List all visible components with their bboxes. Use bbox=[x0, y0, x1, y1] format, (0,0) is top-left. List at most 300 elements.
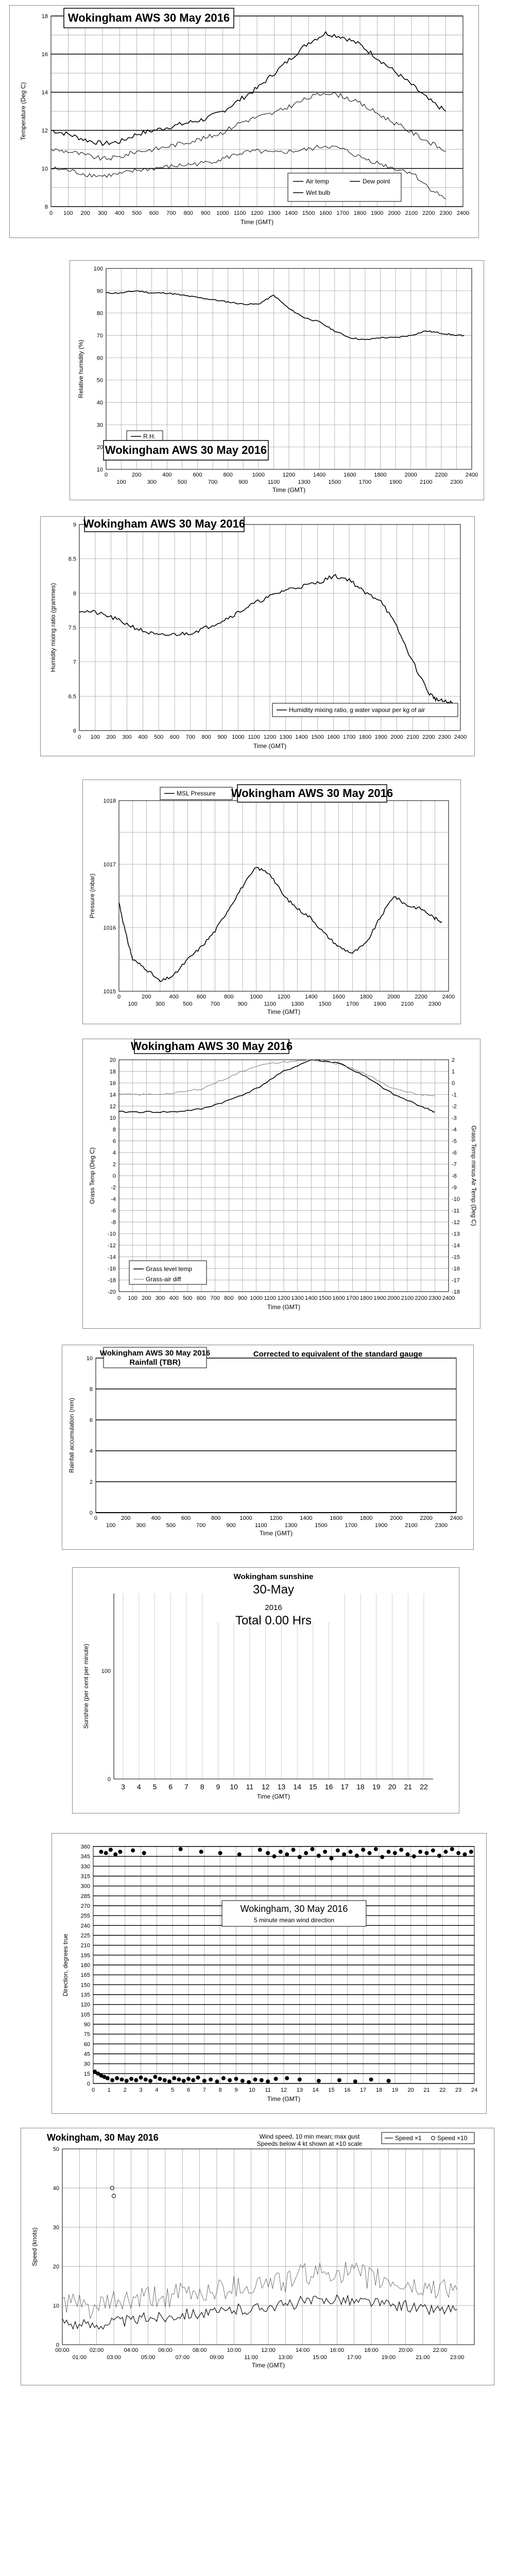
y-right-tick-label: -9 bbox=[452, 1184, 457, 1191]
wind-direction-point bbox=[291, 1848, 296, 1852]
x-tick-label: 7 bbox=[202, 2087, 206, 2093]
x-tick-label: 400 bbox=[169, 994, 179, 1000]
y-axis-label: Temperature (Deg C) bbox=[20, 82, 27, 141]
x-tick-label: 1200 bbox=[250, 210, 264, 216]
x-tick-label: 900 bbox=[200, 210, 211, 216]
x-tick-label: 4 bbox=[155, 2087, 159, 2093]
x-tick-label: 1900 bbox=[374, 734, 388, 740]
x-tick-label: 0 bbox=[94, 1515, 98, 1521]
wind-direction-point bbox=[274, 2077, 278, 2081]
y-tick-label: 1017 bbox=[103, 861, 116, 868]
y-tick-label: 50 bbox=[96, 377, 103, 384]
x-tick-label: 1800 bbox=[358, 734, 372, 740]
legend-label: Grass-air diff bbox=[146, 1276, 181, 1283]
x-axis-label: Time (GMT) bbox=[256, 1793, 290, 1800]
x-tick-label: 1400 bbox=[305, 1295, 318, 1301]
x-tick-label: 300 bbox=[122, 734, 132, 740]
x-tick-label: 0 bbox=[104, 472, 108, 478]
x-tick-label: 10 bbox=[230, 1783, 238, 1791]
y-tick-label: 0 bbox=[107, 1776, 111, 1783]
x-tick-label: 700 bbox=[196, 1522, 206, 1529]
x-tick-label: 1900 bbox=[373, 1295, 386, 1301]
x-tick-label: 900 bbox=[237, 1001, 248, 1007]
wind-direction-point bbox=[144, 2077, 148, 2081]
x-tick-label: 1800 bbox=[359, 994, 373, 1000]
x-tick-label: 07:00 bbox=[175, 2354, 190, 2361]
temperature-chart-panel bbox=[9, 5, 479, 238]
x-tick-label: 1500 bbox=[311, 734, 324, 740]
wind-direction-point bbox=[393, 1851, 397, 1855]
wind-direction-point bbox=[186, 2077, 191, 2081]
x-tick-label: 5 bbox=[152, 1783, 157, 1791]
plot-frame bbox=[96, 1358, 456, 1513]
x-tick-label: 23:00 bbox=[450, 2354, 465, 2361]
y-tick-label: 30 bbox=[53, 2225, 59, 2231]
wind-direction-point bbox=[368, 1851, 372, 1855]
y-right-tick-label: -15 bbox=[452, 1254, 460, 1261]
y-axis-label: Direction, degrees true bbox=[62, 1934, 69, 1996]
x-tick-label: 800 bbox=[183, 210, 193, 216]
wind-direction-point bbox=[104, 1851, 108, 1855]
wind-direction-point bbox=[218, 1851, 222, 1855]
wind-direction-point bbox=[412, 1854, 416, 1858]
x-tick-label: 00:00 bbox=[55, 2347, 70, 2353]
chart-title: Wokingham, 30 May 2016 bbox=[240, 1904, 348, 1914]
wind-direction-point bbox=[228, 2078, 232, 2082]
x-tick-label: 11:00 bbox=[244, 2354, 259, 2361]
y-tick-label: 100 bbox=[93, 266, 103, 272]
x-tick-label: 600 bbox=[169, 734, 180, 740]
x-tick-label: 1000 bbox=[250, 994, 263, 1000]
x-tick-label: 1000 bbox=[216, 210, 229, 216]
y-tick-label: 225 bbox=[80, 1933, 90, 1939]
x-tick-label: 1700 bbox=[342, 734, 356, 740]
x-tick-label: 2400 bbox=[465, 472, 478, 478]
x-tick-label: 500 bbox=[183, 1001, 193, 1007]
x-tick-label: 2100 bbox=[405, 210, 418, 216]
y-right-tick-label: 2 bbox=[452, 1057, 455, 1063]
chart-date: 30-May bbox=[252, 1583, 295, 1597]
x-tick-label: 15 bbox=[309, 1783, 317, 1791]
chart-annotation: Corrected to equivalent of the standard gauge bbox=[253, 1350, 423, 1359]
y-tick-label: 20 bbox=[109, 1057, 116, 1063]
y-tick-label: 10 bbox=[86, 1355, 93, 1362]
x-tick-label: 9 bbox=[234, 2087, 238, 2093]
series-line-mixing-ratio bbox=[79, 574, 453, 704]
x-tick-label: 600 bbox=[181, 1515, 191, 1521]
y-tick-label: 345 bbox=[80, 1854, 90, 1860]
mixing-ratio-chart bbox=[41, 517, 474, 756]
x-tick-label: 1600 bbox=[330, 1515, 342, 1521]
y-tick-label: 1016 bbox=[103, 925, 116, 931]
x-tick-label: 500 bbox=[132, 210, 142, 216]
y-tick-label: 45 bbox=[83, 2051, 90, 2058]
wind-direction-point bbox=[253, 2077, 258, 2081]
y-tick-label: 30 bbox=[83, 2061, 90, 2067]
y-tick-label: 300 bbox=[80, 1883, 90, 1890]
x-axis-label: Time (GMT) bbox=[259, 1530, 293, 1537]
wind-direction-point bbox=[355, 1854, 359, 1858]
x-tick-label: 2300 bbox=[438, 734, 451, 740]
y-right-tick-label: -5 bbox=[452, 1138, 457, 1145]
x-tick-label: 03:00 bbox=[107, 2354, 121, 2361]
grass-temp-chart bbox=[83, 1039, 480, 1328]
x-tick-label: 2200 bbox=[415, 994, 427, 1000]
y-tick-label: 75 bbox=[83, 2031, 90, 2038]
x-tick-label: 19 bbox=[391, 2087, 398, 2093]
y-tick-label: 60 bbox=[83, 2041, 90, 2048]
y-right-tick-label: -3 bbox=[452, 1115, 457, 1122]
x-tick-label: 22 bbox=[439, 2087, 446, 2093]
wind-direction-point bbox=[330, 1856, 334, 1860]
sunshine-chart bbox=[73, 1568, 459, 1813]
x-tick-label: 7 bbox=[184, 1783, 188, 1791]
humidity-chart bbox=[70, 261, 484, 500]
x-tick-label: 900 bbox=[217, 734, 227, 740]
x-tick-label: 1600 bbox=[319, 210, 332, 216]
y-tick-label: 6 bbox=[112, 1138, 116, 1145]
wind-direction-point bbox=[237, 1852, 242, 1856]
x-tick-label: 4 bbox=[136, 1783, 141, 1791]
series-line-speed-x1 bbox=[62, 2295, 457, 2329]
y-tick-label: 10 bbox=[109, 1115, 116, 1122]
rainfall-chart-panel bbox=[62, 1345, 474, 1550]
y-tick-label: 165 bbox=[80, 1972, 90, 1979]
x-tick-label: 13 bbox=[296, 2087, 303, 2093]
x-tick-label: 16 bbox=[344, 2087, 351, 2093]
x-tick-label: 19 bbox=[372, 1783, 381, 1791]
y-tick-label: 285 bbox=[80, 1893, 90, 1900]
x-tick-label: 1300 bbox=[284, 1522, 298, 1529]
x-axis-label: Time (GMT) bbox=[267, 2095, 301, 2103]
y-tick-label: 6 bbox=[73, 728, 76, 734]
x-tick-label: 100 bbox=[63, 210, 73, 216]
y-tick-label: 10 bbox=[53, 2303, 59, 2309]
x-tick-label: 09:00 bbox=[210, 2354, 224, 2361]
y-tick-label: 40 bbox=[53, 2185, 59, 2192]
x-tick-label: 400 bbox=[115, 210, 125, 216]
wind-direction-point bbox=[191, 2078, 195, 2082]
x-tick-label: 04:00 bbox=[124, 2347, 139, 2353]
legend-label: Wet bulb bbox=[306, 189, 331, 196]
wind-direction-point bbox=[172, 2076, 176, 2080]
x-tick-label: 800 bbox=[224, 1295, 234, 1301]
wind-direction-point bbox=[380, 1855, 384, 1859]
x-tick-label: 5 bbox=[171, 2087, 175, 2093]
y-tick-label: 135 bbox=[80, 1992, 90, 1998]
x-tick-label: 1900 bbox=[374, 1522, 388, 1529]
x-tick-label: 15:00 bbox=[313, 2354, 327, 2361]
wind-direction-point bbox=[450, 1847, 454, 1851]
x-tick-label: 1700 bbox=[358, 479, 372, 485]
x-tick-label: 2200 bbox=[422, 210, 435, 216]
wind-direction-point bbox=[285, 1852, 289, 1856]
x-axis-label: Time (GMT) bbox=[267, 1303, 301, 1311]
wind-direction-point bbox=[109, 1848, 113, 1852]
y-right-tick-label: -14 bbox=[452, 1243, 460, 1249]
wind-direction-point bbox=[399, 1848, 403, 1852]
x-tick-label: 2400 bbox=[442, 1295, 455, 1301]
series-line-pressure bbox=[119, 868, 442, 982]
x-tick-label: 500 bbox=[166, 1522, 176, 1529]
y-tick-label: 150 bbox=[80, 1982, 90, 1989]
y-tick-label: 1015 bbox=[103, 989, 116, 995]
legend-label: Speed ×10 bbox=[437, 2134, 468, 2142]
x-tick-label: 500 bbox=[177, 479, 187, 485]
wind-direction-point bbox=[258, 1848, 262, 1852]
x-tick-label: 400 bbox=[138, 734, 148, 740]
x-tick-label: 800 bbox=[211, 1515, 221, 1521]
pressure-chart bbox=[83, 780, 460, 1024]
x-tick-label: 18:00 bbox=[364, 2347, 379, 2353]
wind-speed-chart bbox=[21, 2128, 494, 2385]
wind-direction-chart-panel bbox=[52, 1833, 487, 2114]
y-tick-label: -4 bbox=[111, 1196, 116, 1202]
x-tick-label: 200 bbox=[142, 994, 151, 1000]
y-tick-label: 20 bbox=[53, 2264, 59, 2270]
wind-direction-point bbox=[110, 2078, 114, 2082]
y-axis-label: Pressure (mbar) bbox=[89, 873, 96, 919]
x-tick-label: 2400 bbox=[454, 734, 467, 740]
wind-direction-point bbox=[99, 1850, 103, 1854]
y-tick-label: 18 bbox=[109, 1069, 116, 1075]
x-tick-label: 300 bbox=[136, 1522, 146, 1529]
y-tick-label: 2 bbox=[112, 1161, 116, 1168]
wind-direction-point bbox=[106, 2076, 110, 2080]
x-tick-label: 2000 bbox=[387, 994, 400, 1000]
x-tick-label: 400 bbox=[169, 1295, 179, 1301]
x-tick-label: 18 bbox=[356, 1783, 365, 1791]
x-tick-label: 15 bbox=[328, 2087, 335, 2093]
x-tick-label: 2400 bbox=[456, 210, 470, 216]
x-tick-label: 2200 bbox=[435, 472, 448, 478]
wind-direction-point bbox=[279, 1850, 283, 1854]
y-tick-label: 7.5 bbox=[68, 625, 76, 631]
rainfall-chart bbox=[62, 1345, 473, 1549]
x-tick-label: 500 bbox=[183, 1295, 193, 1301]
wind-speed-chart-panel bbox=[21, 2128, 494, 2385]
wind-direction-point bbox=[182, 2079, 186, 2083]
x-tick-label: 700 bbox=[208, 479, 218, 485]
y-tick-label: -16 bbox=[108, 1266, 116, 1272]
x-tick-label: 600 bbox=[193, 472, 202, 478]
y-tick-label: -20 bbox=[108, 1289, 116, 1295]
y-tick-label: 14 bbox=[109, 1092, 116, 1098]
x-tick-label: 2300 bbox=[439, 210, 452, 216]
y-tick-label: 210 bbox=[80, 1942, 90, 1949]
x-tick-label: 700 bbox=[210, 1001, 220, 1007]
series-line-wet-bulb bbox=[51, 92, 446, 160]
y-tick-label: 50 bbox=[53, 2146, 59, 2153]
x-tick-label: 1300 bbox=[291, 1295, 304, 1301]
y-tick-label: 12 bbox=[41, 128, 48, 134]
x-tick-label: 300 bbox=[147, 479, 157, 485]
y-tick-label: 70 bbox=[96, 333, 103, 339]
wind-direction-point bbox=[221, 2076, 226, 2080]
y-tick-label: 2 bbox=[89, 1479, 93, 1485]
x-tick-label: 1200 bbox=[282, 472, 296, 478]
x-tick-label: 19:00 bbox=[381, 2354, 396, 2361]
x-tick-label: 1200 bbox=[263, 734, 277, 740]
y-right-tick-label: -4 bbox=[452, 1127, 457, 1133]
x-tick-label: 2100 bbox=[420, 479, 433, 485]
x-tick-label: 0 bbox=[117, 1295, 121, 1301]
x-tick-label: 200 bbox=[121, 1515, 131, 1521]
wind-direction-point bbox=[361, 1848, 365, 1852]
wind-direction-point bbox=[425, 1851, 429, 1855]
y-tick-label: -10 bbox=[108, 1231, 116, 1238]
x-tick-label: 1300 bbox=[279, 734, 293, 740]
chart-annotation: Speeds below 4 kt shown at ×10 scale bbox=[256, 2140, 363, 2147]
wind-direction-point bbox=[353, 2079, 357, 2083]
x-tick-label: 0 bbox=[91, 2087, 95, 2093]
temperature-chart bbox=[10, 6, 478, 238]
y-tick-label: 20 bbox=[96, 444, 103, 451]
x-tick-label: 2 bbox=[123, 2087, 127, 2093]
wind-direction-point bbox=[456, 1851, 460, 1855]
y-right-tick-label: -17 bbox=[452, 1277, 460, 1284]
wind-direction-point bbox=[177, 2077, 181, 2081]
series-line-air-temp bbox=[51, 32, 446, 146]
y-tick-label: 8.5 bbox=[68, 556, 76, 563]
x-tick-label: 10:00 bbox=[227, 2347, 242, 2353]
wind-direction-point bbox=[349, 1850, 353, 1854]
x-tick-label: 1700 bbox=[346, 1295, 359, 1301]
x-tick-label: 14 bbox=[293, 1783, 301, 1791]
wind-direction-point bbox=[406, 1852, 410, 1856]
y-tick-label: 18 bbox=[41, 13, 48, 20]
wind-direction-point bbox=[118, 1850, 122, 1854]
y-right-tick-label: 0 bbox=[452, 1080, 455, 1087]
x-tick-label: 16:00 bbox=[330, 2347, 345, 2353]
x-tick-label: 100 bbox=[128, 1295, 138, 1301]
chart-title: Wokingham AWS 30 May 2016 bbox=[231, 787, 393, 800]
x-tick-label: 0 bbox=[117, 994, 121, 1000]
y-tick-label: 7 bbox=[73, 659, 76, 666]
x-tick-label: 21 bbox=[423, 2087, 430, 2093]
x-tick-label: 2300 bbox=[450, 479, 463, 485]
wind-direction-point bbox=[336, 1849, 340, 1853]
y-tick-label: 270 bbox=[80, 1903, 90, 1909]
wind-direction-chart bbox=[52, 1834, 486, 2113]
x-tick-label: 1700 bbox=[345, 1522, 358, 1529]
legend-label: Humidity mixing ratio, g water vapour per kg of air bbox=[289, 706, 425, 714]
x-tick-label: 900 bbox=[237, 1295, 248, 1301]
wind-direction-point bbox=[317, 2079, 321, 2083]
x-tick-label: 1600 bbox=[327, 734, 340, 740]
x-tick-label: 01:00 bbox=[72, 2354, 87, 2361]
y-tick-label: 100 bbox=[101, 1668, 111, 1674]
wind-direction-point bbox=[131, 1849, 135, 1853]
x-tick-label: 1600 bbox=[332, 1295, 345, 1301]
x-tick-label: 1100 bbox=[233, 210, 246, 216]
legend-label: MSL Pressure bbox=[177, 790, 216, 797]
x-tick-label: 100 bbox=[106, 1522, 116, 1529]
x-tick-label: 1200 bbox=[277, 994, 290, 1000]
wind-direction-point bbox=[272, 1854, 277, 1858]
chart-title: Wokingham sunshine bbox=[233, 1572, 314, 1581]
wind-direction-point bbox=[317, 1854, 321, 1858]
y-tick-label: 90 bbox=[83, 2022, 90, 2028]
grass-temp-chart-panel bbox=[82, 1039, 480, 1329]
y-tick-label: 60 bbox=[96, 355, 103, 362]
x-tick-label: 900 bbox=[238, 479, 248, 485]
x-tick-label: 13 bbox=[277, 1783, 286, 1791]
x-tick-label: 700 bbox=[166, 210, 176, 216]
x-tick-label: 1900 bbox=[371, 210, 384, 216]
mixing-ratio-chart-panel bbox=[40, 516, 475, 756]
x-tick-label: 24 bbox=[471, 2087, 478, 2093]
y-tick-label: 9 bbox=[73, 522, 76, 528]
y-tick-label: -6 bbox=[111, 1208, 116, 1214]
x-tick-label: 1400 bbox=[285, 210, 298, 216]
wind-direction-point bbox=[241, 2079, 245, 2083]
x-tick-label: 12:00 bbox=[261, 2347, 276, 2353]
wind-direction-point bbox=[298, 1855, 302, 1859]
wind-direction-point bbox=[167, 2079, 171, 2083]
y-right-tick-label: -7 bbox=[452, 1161, 457, 1168]
x-tick-label: 1400 bbox=[300, 1515, 313, 1521]
y-tick-label: -8 bbox=[111, 1219, 116, 1226]
x-tick-label: 14 bbox=[312, 2087, 319, 2093]
x-tick-label: 14:00 bbox=[295, 2347, 310, 2353]
x-tick-label: 02:00 bbox=[89, 2347, 104, 2353]
wind-direction-point bbox=[469, 1850, 473, 1854]
y-tick-label: 12 bbox=[109, 1104, 116, 1110]
y-tick-label: 4 bbox=[89, 1448, 93, 1454]
wind-direction-point bbox=[199, 1850, 203, 1854]
y-tick-label: 180 bbox=[80, 1962, 90, 1969]
y-tick-label: 0 bbox=[89, 1510, 93, 1516]
wind-direction-point bbox=[387, 1850, 391, 1854]
x-tick-label: 21 bbox=[404, 1783, 413, 1791]
y-tick-label: 4 bbox=[112, 1150, 116, 1156]
wind-direction-point bbox=[374, 1847, 378, 1851]
wind-direction-point bbox=[266, 2079, 270, 2083]
x-tick-label: 1500 bbox=[315, 1522, 328, 1529]
x-tick-label: 2000 bbox=[404, 472, 417, 478]
chart-subtitle: 5 minute mean wind direction bbox=[253, 1917, 335, 1924]
y-right-tick-label: -12 bbox=[452, 1219, 460, 1226]
wind-direction-point bbox=[113, 1852, 117, 1856]
wind-direction-point bbox=[142, 1851, 146, 1855]
y-tick-label: 10 bbox=[96, 467, 103, 473]
chart-title: Wokingham AWS 30 May 2016 bbox=[83, 517, 246, 530]
chart-title: Wokingham AWS 30 May 2016 bbox=[130, 1040, 293, 1053]
x-tick-label: 22 bbox=[420, 1783, 428, 1791]
y-right-axis-label: Grass Temp minus Air Temp (Deg C) bbox=[470, 1125, 477, 1226]
wind-direction-point bbox=[304, 1851, 308, 1855]
y-right-tick-label: -2 bbox=[452, 1104, 457, 1110]
y-axis-label: Speed (knots) bbox=[31, 2227, 38, 2266]
y-tick-label: 8 bbox=[112, 1127, 116, 1133]
y-tick-label: 0 bbox=[112, 1173, 116, 1179]
y-tick-label: -12 bbox=[108, 1243, 116, 1249]
chart-title: Wokingham AWS 30 May 2016 bbox=[67, 11, 230, 24]
x-tick-label: 17 bbox=[340, 1783, 349, 1791]
y-tick-label: 16 bbox=[109, 1080, 116, 1087]
wind-direction-point bbox=[337, 2078, 341, 2082]
y-tick-label: 240 bbox=[80, 1923, 90, 1929]
y-tick-label: 330 bbox=[80, 1863, 90, 1870]
wind-direction-point bbox=[387, 2079, 391, 2083]
sunshine-chart-panel bbox=[72, 1567, 459, 1814]
y-right-tick-label: -18 bbox=[452, 1289, 460, 1295]
x-tick-label: 18 bbox=[375, 2087, 383, 2093]
x-tick-label: 1800 bbox=[359, 1515, 373, 1521]
x-tick-label: 20 bbox=[388, 1783, 397, 1791]
legend-label: Grass level temp bbox=[146, 1265, 193, 1273]
